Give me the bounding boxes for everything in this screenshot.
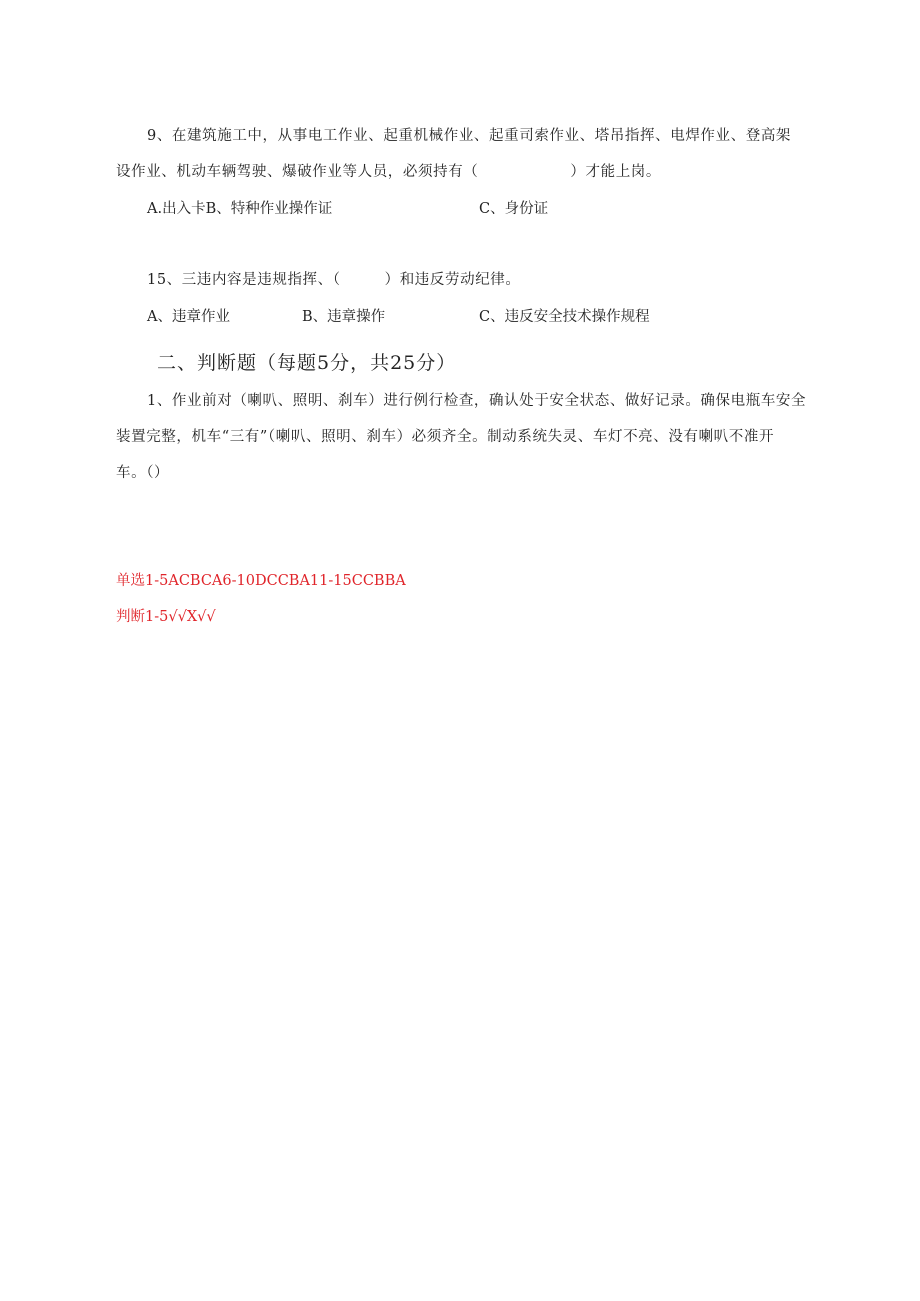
question-15-line-1 xyxy=(147,270,521,290)
question-9-line-2 xyxy=(116,162,661,182)
question-15-line-1-after: ）和违反劳动纪律。 xyxy=(384,272,521,288)
question-9-line-2-after: ）才能上岗。 xyxy=(570,164,662,180)
question-9-options xyxy=(147,199,747,219)
answer-key-judgement: 判断1-5√√X√√ xyxy=(116,609,216,625)
question-9-line-1: 9、在建筑施工中，从事电工作业、起重机械作业、起重司索作业、塔吊指挥、电焊作业、登高架 xyxy=(147,128,792,144)
judgement-1-line-1: 1、作业前对（喇叭、照明、刹车）进行例行检查，确认处于安全状态、做好记录。确保电瓶车安全 xyxy=(147,393,807,409)
judgement-1-line-3: 车。（） xyxy=(116,465,170,481)
judgement-1-line-2: 装置完整，机车“三有”（喇叭、照明、刹车）必须齐全。制动系统失灵、车灯不亮、没有喇叭不准开 xyxy=(116,429,775,445)
question-9-option-a: A.出入卡B、特种作业操作证 xyxy=(147,201,333,217)
question-9-option-c: C、身份证 xyxy=(479,201,549,217)
question-15-option-a: A、违章作业 xyxy=(147,309,230,325)
question-15-option-c: C、违反安全技术操作规程 xyxy=(479,309,650,325)
answer-key-single-choice: 单选1-5ACBCA6-10DCCBA11-15CCBBA xyxy=(116,573,406,589)
section-heading: 二、判断题（每题5分，共25分） xyxy=(157,352,457,374)
question-9-line-2-before: 设作业、机动车辆驾驶、爆破作业等人员，必须持有（ xyxy=(116,164,479,180)
question-15-line-1-before: 15、三违内容是违规指挥、（ xyxy=(147,272,341,288)
question-15-option-b: B、违章操作 xyxy=(302,309,386,325)
question-15-options xyxy=(147,307,767,327)
